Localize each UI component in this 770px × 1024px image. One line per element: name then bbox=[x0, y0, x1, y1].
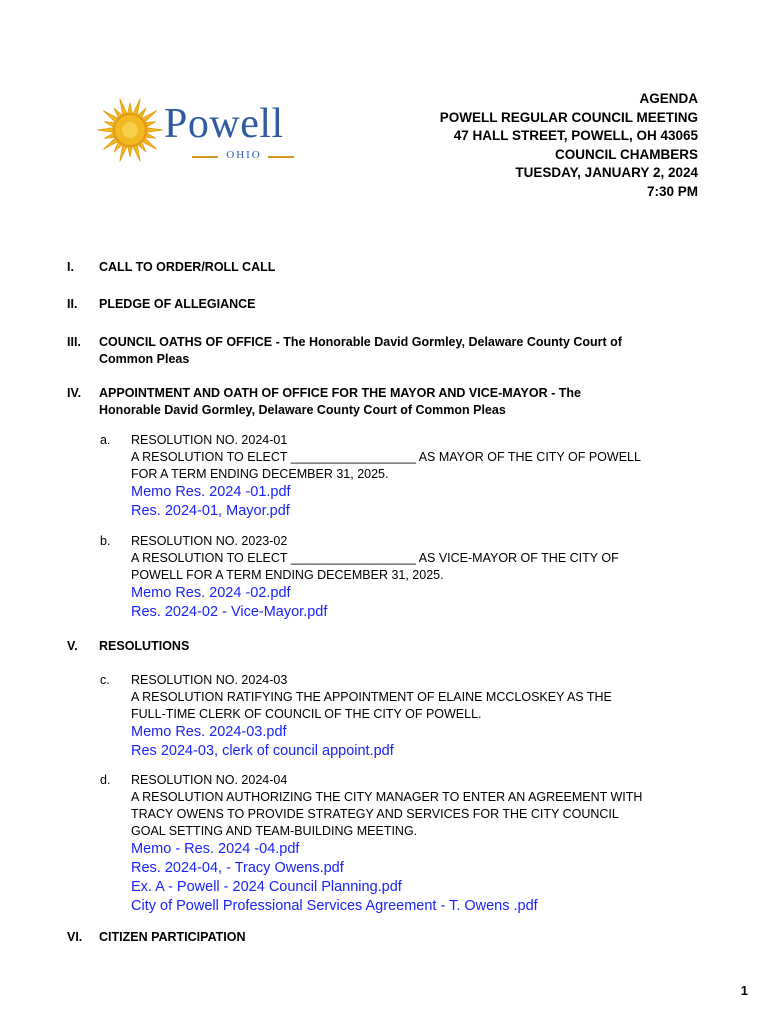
section-call-to-order bbox=[67, 259, 707, 276]
section-mayor-appointment bbox=[67, 385, 707, 418]
attachment-link[interactable]: Ex. A - Powell - 2024 Council Planning.pdf bbox=[131, 879, 402, 895]
header-line: 47 HALL STREET, POWELL, OH 43065 bbox=[453, 128, 698, 144]
resolution-text: A RESOLUTION AUTHORIZING THE CITY MANAGER TO ENTER AN AGREEMENT WITH bbox=[131, 790, 643, 804]
resolution-item bbox=[100, 432, 710, 521]
header-line: AGENDA bbox=[639, 91, 698, 106]
resolution-text: GOAL SETTING AND TEAM-BUILDING MEETING. bbox=[131, 824, 418, 838]
section-number: III. bbox=[67, 335, 81, 349]
sun-ray bbox=[104, 122, 114, 127]
sun-ray bbox=[104, 133, 114, 138]
section-title: CITIZEN PARTICIPATION bbox=[99, 930, 246, 944]
attachment-link[interactable]: Res 2024-03, clerk of council appoint.pdf bbox=[131, 743, 394, 759]
section-title: RESOLUTIONS bbox=[99, 639, 190, 653]
resolution-number: RESOLUTION NO. 2024-01 bbox=[131, 433, 288, 447]
item-letter: b. bbox=[100, 534, 111, 548]
item-letter: d. bbox=[100, 773, 111, 787]
sun-ray bbox=[133, 99, 140, 115]
section-title: CALL TO ORDER/ROLL CALL bbox=[99, 260, 276, 274]
page-number: 1 bbox=[740, 983, 748, 998]
section-title: Common Pleas bbox=[99, 351, 190, 366]
attachment-link[interactable]: Memo Res. 2024 -01.pdf bbox=[131, 484, 291, 500]
resolution-text: TRACY OWENS TO PROVIDE STRATEGY AND SERVICES FOR THE CITY COUNCIL bbox=[131, 807, 619, 821]
section-title: APPOINTMENT AND OATH OF OFFICE FOR THE MAYOR AND VICE-MAYOR - The bbox=[99, 386, 581, 400]
sun-ray bbox=[145, 122, 155, 127]
attachment-link[interactable]: Res. 2024-01, Mayor.pdf bbox=[131, 503, 290, 519]
resolution-item bbox=[100, 772, 710, 916]
sun-ray bbox=[120, 99, 127, 115]
section-title: PLEDGE OF ALLEGIANCE bbox=[99, 297, 256, 311]
resolution-number: RESOLUTION NO. 2023-02 bbox=[131, 534, 288, 548]
section-number: V. bbox=[67, 639, 78, 653]
section-citizen-participation bbox=[67, 929, 707, 946]
section-council-oaths bbox=[67, 334, 707, 367]
header-line: TUESDAY, JANUARY 2, 2024 bbox=[515, 165, 698, 181]
agenda-header bbox=[440, 90, 698, 202]
resolution-item bbox=[100, 672, 710, 761]
header-line: 7:30 PM bbox=[646, 183, 698, 199]
attachment-link[interactable]: Memo - Res. 2024 -04.pdf bbox=[131, 841, 300, 857]
header-line: POWELL REGULAR COUNCIL MEETING bbox=[439, 109, 698, 125]
powell-logo bbox=[96, 96, 326, 168]
resolution-text: FOR A TERM ENDING DECEMBER 31, 2025. bbox=[131, 467, 389, 481]
logo-subtitle: OHIO bbox=[226, 149, 262, 161]
attachment-link[interactable]: Memo Res. 2024-03.pdf bbox=[131, 724, 287, 740]
sun-ray bbox=[97, 128, 113, 132]
attachment-link[interactable]: Res. 2024-04, - Tracy Owens.pdf bbox=[131, 860, 344, 876]
resolution-number: RESOLUTION NO. 2024-03 bbox=[131, 673, 288, 687]
logo-wordmark: Powell bbox=[164, 101, 284, 147]
section-number: IV. bbox=[67, 386, 82, 400]
resolution-text: A RESOLUTION TO ELECT __________________ AS MAYOR OF THE CITY OF POWELL bbox=[131, 450, 641, 464]
resolution-number: RESOLUTION NO. 2024-04 bbox=[131, 773, 288, 787]
sun-icon bbox=[96, 96, 166, 168]
resolution-text: A RESOLUTION RATIFYING THE APPOINTMENT OF ELAINE MCCLOSKEY AS THE bbox=[131, 690, 612, 704]
resolution-text: FULL-TIME CLERK OF COUNCIL OF THE CITY OF POWELL. bbox=[131, 707, 482, 721]
item-letter: c. bbox=[100, 673, 110, 687]
resolution-text: POWELL FOR A TERM ENDING DECEMBER 31, 2025. bbox=[131, 568, 444, 582]
item-letter: a. bbox=[100, 433, 111, 447]
attachment-link[interactable]: City of Powell Professional Services Agreement - T. Owens .pdf bbox=[131, 898, 538, 914]
section-title: Honorable David Gormley, Delaware County Court of Common Pleas bbox=[99, 402, 506, 417]
logo-rule-right bbox=[268, 156, 294, 158]
section-title: COUNCIL OATHS OF OFFICE - The Honorable David Gormley, Delaware County Court of bbox=[99, 335, 622, 349]
resolution-text: A RESOLUTION TO ELECT __________________ AS VICE-MAYOR OF THE CITY OF bbox=[131, 551, 619, 565]
section-number: II. bbox=[67, 297, 78, 311]
header-line: COUNCIL CHAMBERS bbox=[554, 146, 698, 162]
sun-ray bbox=[145, 133, 155, 138]
section-resolutions bbox=[67, 638, 707, 655]
sun-ray bbox=[133, 145, 140, 161]
resolution-item bbox=[100, 533, 710, 622]
attachment-link[interactable]: Res. 2024-02 - Vice-Mayor.pdf bbox=[131, 604, 328, 620]
section-number: I. bbox=[67, 260, 74, 274]
sun-ray bbox=[128, 147, 132, 157]
section-pledge bbox=[67, 296, 707, 313]
section-number: VI. bbox=[67, 930, 83, 944]
sun-ray bbox=[120, 145, 127, 161]
sun-ray bbox=[128, 103, 132, 113]
attachment-link[interactable]: Memo Res. 2024 -02.pdf bbox=[131, 585, 291, 601]
sun-ray bbox=[147, 128, 163, 132]
